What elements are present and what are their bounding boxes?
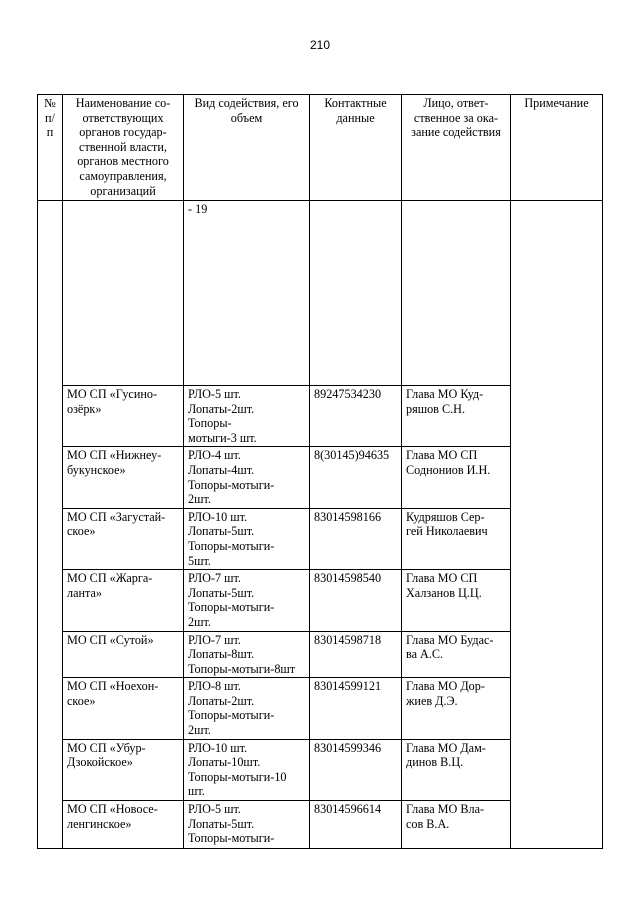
header-number: № п/ п xyxy=(38,95,63,201)
contact-cell: 83014598540 xyxy=(310,570,402,631)
header-assistance: Вид содействия, его объем xyxy=(184,95,310,201)
organization-cell: МО СП «Ноехон- ское» xyxy=(63,678,184,739)
page-number: 210 xyxy=(309,38,331,52)
continuation-row xyxy=(38,201,603,386)
responsible-cell: Глава МО Вла- сов В.А. xyxy=(402,801,511,849)
contact-cell: 83014599121 xyxy=(310,678,402,739)
assistance-cell: РЛО-4 шт. Лопаты-4шт. Топоры-мотыги- 2шт. xyxy=(184,447,310,508)
header-responsible: Лицо, ответ- ственное за ока- зание содействия xyxy=(402,95,511,201)
continuation-person-cell xyxy=(402,201,511,386)
assistance-cell: РЛО-5 шт. Лопаты-5шт. Топоры-мотыги- xyxy=(184,801,310,849)
organization-cell: МО СП «Убур- Дзокойское» xyxy=(63,739,184,800)
header-organization: Наименование со- ответствующих органов государ- ственной власти, органов местного самоуправления, организаций xyxy=(63,95,184,201)
assistance-cell: РЛО-8 шт. Лопаты-2шт. Топоры-мотыги- 2шт. xyxy=(184,678,310,739)
responsible-cell: Кудряшов Сер- гей Николаевич xyxy=(402,508,511,569)
continuation-name-cell xyxy=(63,201,184,386)
responsible-cell: Глава МО СП Халзанов Ц.Ц. xyxy=(402,570,511,631)
continuation-contact-cell xyxy=(310,201,402,386)
header-row xyxy=(38,95,603,201)
header-note: Примечание xyxy=(511,95,603,201)
contact-cell: 8(30145)94635 xyxy=(310,447,402,508)
assistance-cell: РЛО-7 шт. Лопаты-5шт. Топоры-мотыги- 2шт. xyxy=(184,570,310,631)
note-cell xyxy=(511,201,603,849)
number-cell xyxy=(38,201,63,849)
responsible-cell: Глава МО Будас- ва А.С. xyxy=(402,631,511,678)
responsible-cell: Глава МО Дам- динов В.Ц. xyxy=(402,739,511,800)
responsible-cell: Глава МО Куд- ряшов С.Н. xyxy=(402,386,511,447)
organization-cell: МО СП «Гусино- озёрк» xyxy=(63,386,184,447)
contact-cell: 83014599346 xyxy=(310,739,402,800)
responsible-cell: Глава МО Дор- жиев Д.Э. xyxy=(402,678,511,739)
responsible-cell: Глава МО СП Соднониов И.Н. xyxy=(402,447,511,508)
contact-cell: 83014598166 xyxy=(310,508,402,569)
organization-cell: МО СП «Сутой» xyxy=(63,631,184,678)
assistance-cell: РЛО-5 шт. Лопаты-2шт. Топоры- мотыги-3 шт. xyxy=(184,386,310,447)
organization-cell: МО СП «Загустай- ское» xyxy=(63,508,184,569)
organization-cell: МО СП «Жарга- ланта» xyxy=(63,570,184,631)
assistance-table xyxy=(37,94,603,849)
header-contacts: Контактные данные xyxy=(310,95,402,201)
continuation-assistance-cell: - 19 xyxy=(184,201,310,386)
organization-cell: МО СП «Нижнеу- букунское» xyxy=(63,447,184,508)
assistance-cell: РЛО-7 шт. Лопаты-8шт. Топоры-мотыги-8шт xyxy=(184,631,310,678)
organization-cell: МО СП «Новосе- ленгинское» xyxy=(63,801,184,849)
contact-cell: 89247534230 xyxy=(310,386,402,447)
assistance-cell: РЛО-10 шт. Лопаты-10шт. Топоры-мотыги-10 шт. xyxy=(184,739,310,800)
assistance-cell: РЛО-10 шт. Лопаты-5шт. Топоры-мотыги- 5шт. xyxy=(184,508,310,569)
contact-cell: 83014598718 xyxy=(310,631,402,678)
contact-cell: 83014596614 xyxy=(310,801,402,849)
